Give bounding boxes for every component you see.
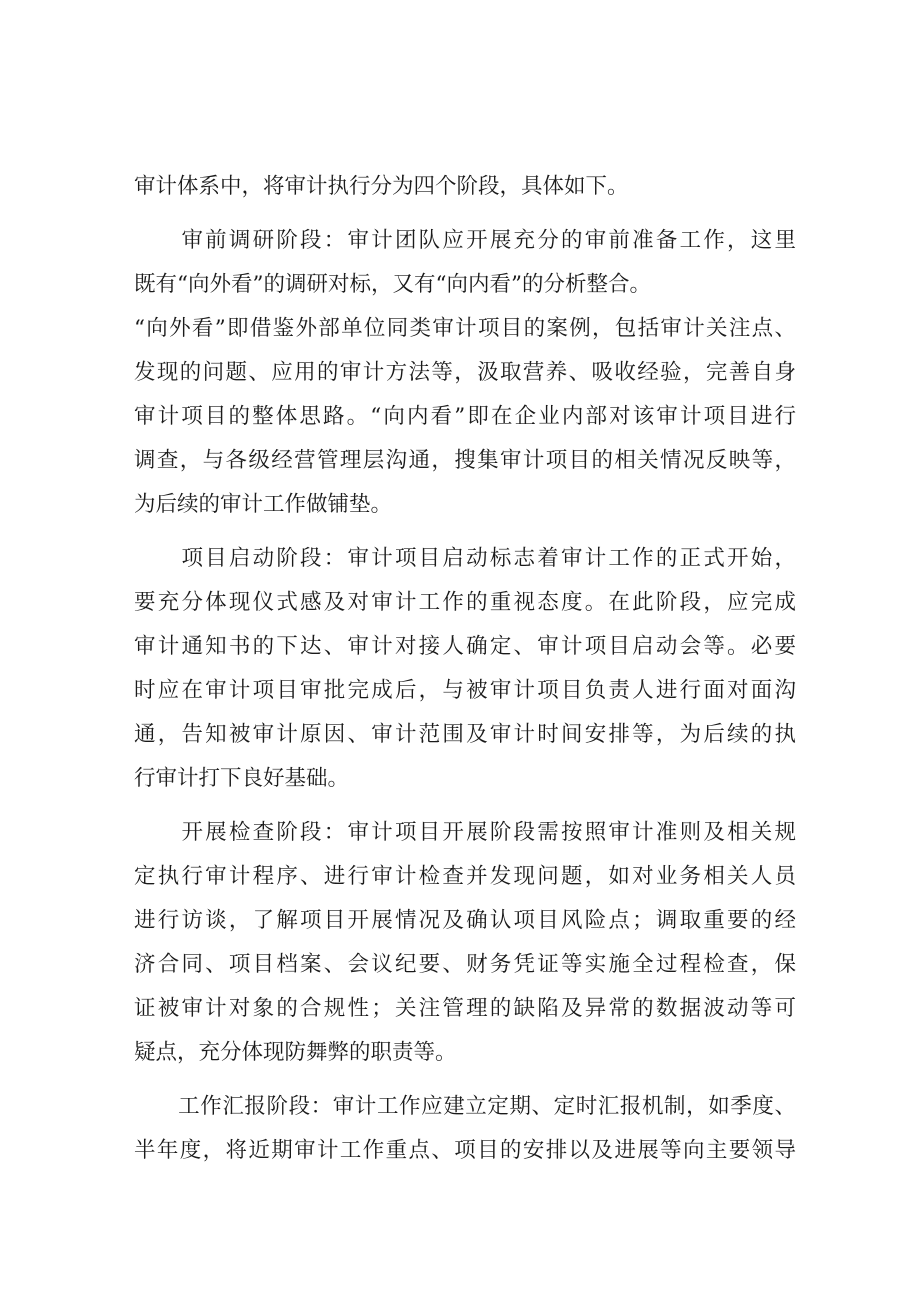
text-line: 为后续的审计工作做铺垫。 [134, 492, 393, 517]
paragraph-project-launch [134, 537, 796, 801]
paragraph-work-report [134, 1085, 796, 1173]
text-line: 审前调研阶段：审计团队应开展充分的审前准备工作，这里 [134, 228, 796, 253]
text-line: 济合同、项目档案、会议纪要、财务凭证等实施全过程检查，保 [134, 952, 796, 977]
text-line: 工作汇报阶段：审计工作应建立定期、定时汇报机制，如季度、 [134, 1094, 796, 1119]
text-line: 调查，与各级经营管理层沟通，搜集审计项目的相关情况反映等， [134, 448, 796, 473]
text-line: 审计项目的整体思路。“向内看”即在企业内部对该审计项目进行 [134, 404, 796, 429]
text-line: 定执行审计程序、进行审计检查并发现问题，如对业务相关人员 [134, 864, 796, 889]
paragraph-intro [134, 165, 796, 209]
text-line: “向外看”即借鉴外部单位同类审计项目的案例，包括审计关注点、 [134, 316, 796, 341]
paragraph-spacer [134, 1075, 796, 1085]
text-line: 审计体系中，将审计执行分为四个阶段，具体如下。 [134, 174, 629, 199]
text-line: 通，告知被审计原因、审计范围及审计时间安排等，为后续的执 [134, 722, 796, 747]
paragraph-inspection [134, 811, 796, 1075]
text-line: 时应在审计项目审批完成后，与被审计项目负责人进行面对面沟 [134, 678, 796, 703]
text-line: 发现的问题、应用的审计方法等，汲取营养、吸收经验，完善自身 [134, 360, 796, 385]
text-line: 项目启动阶段：审计项目启动标志着审计工作的正式开始， [134, 546, 796, 571]
body-text [134, 165, 796, 1173]
text-line: 半年度，将近期审计工作重点、项目的安排以及进展等向主要领导 [134, 1138, 796, 1163]
text-line: 审计通知书的下达、审计对接人确定、审计项目启动会等。必要 [134, 634, 796, 659]
text-line: 既有“向外看”的调研对标，又有“向内看”的分析整合。 [134, 272, 651, 297]
paragraph-spacer [134, 209, 796, 219]
paragraph-spacer [134, 801, 796, 811]
paragraph-spacer [134, 527, 796, 537]
text-line: 进行访谈，了解项目开展情况及确认项目风险点；调取重要的经 [134, 908, 796, 933]
text-line: 证被审计对象的合规性；关注管理的缺陷及异常的数据波动等可 [134, 996, 796, 1021]
text-line: 要充分体现仪式感及对审计工作的重视态度。在此阶段，应完成 [134, 590, 796, 615]
text-line: 行审计打下良好基础。 [134, 766, 350, 791]
text-line: 开展检查阶段：审计项目开展阶段需按照审计准则及相关规 [134, 820, 796, 845]
paragraph-pre-audit-research [134, 219, 796, 527]
text-line: 疑点，充分体现防舞弊的职责等。 [134, 1040, 457, 1065]
